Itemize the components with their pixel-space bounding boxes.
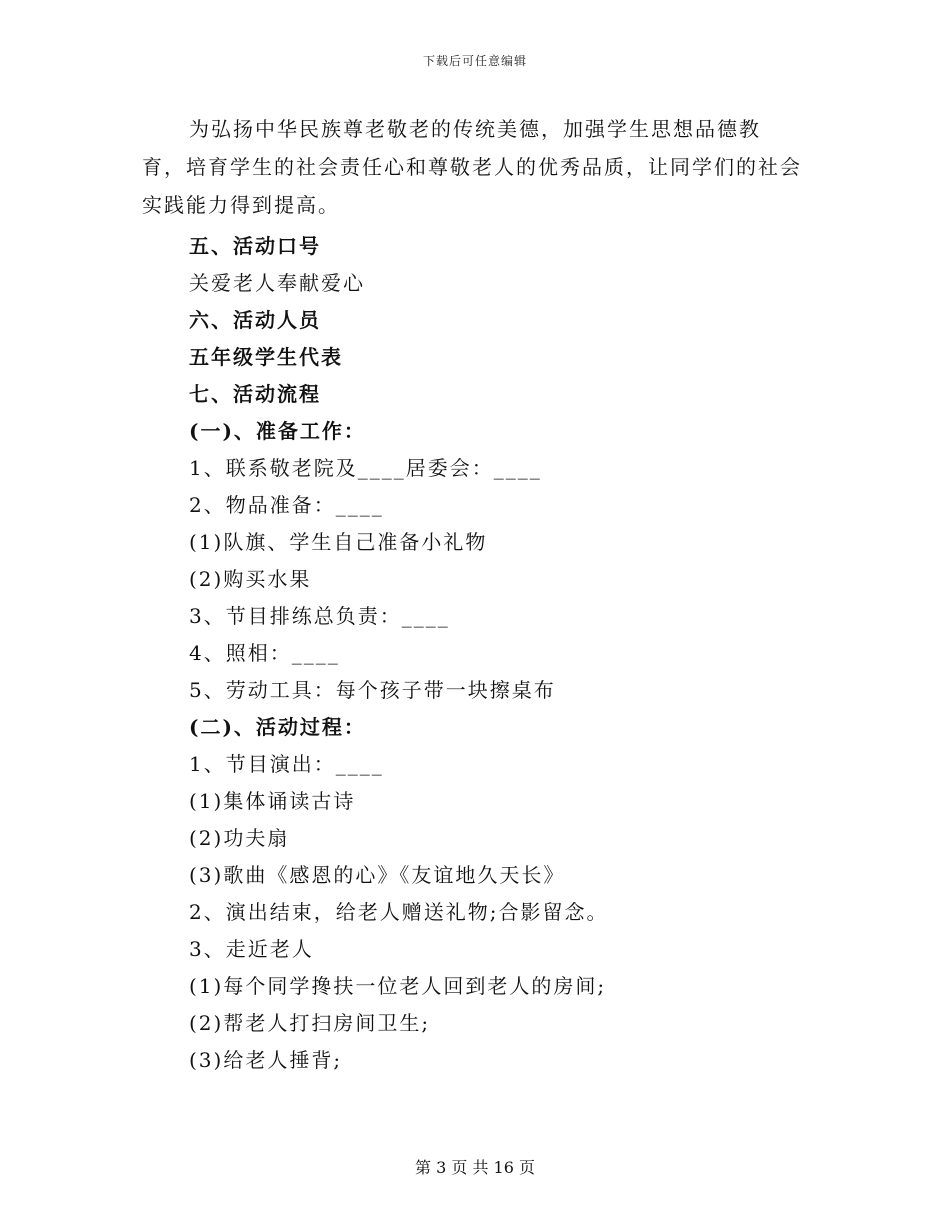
body-line: 2、演出结束，给老人赠送礼物;合影留念。 bbox=[189, 900, 609, 924]
section-heading: 七、活动流程 bbox=[189, 382, 321, 406]
body-line: 1、联系敬老院及____居委会：____ bbox=[189, 456, 542, 480]
body-line: (1)队旗、学生自己准备小礼物 bbox=[189, 530, 488, 554]
body-line: (3)给老人捶背; bbox=[189, 1048, 343, 1072]
section-heading: 五、活动口号 bbox=[189, 234, 321, 258]
body-line: 3、走近老人 bbox=[189, 937, 314, 961]
body-line: (1)每个同学搀扶一位老人回到老人的房间; bbox=[189, 974, 607, 998]
document-body bbox=[142, 110, 802, 1079]
body-line: 1、节目演出：____ bbox=[189, 752, 384, 776]
section-heading: 五年级学生代表 bbox=[189, 345, 343, 369]
body-line: (1)集体诵读古诗 bbox=[189, 789, 356, 813]
body-line: 3、节目排练总负责：____ bbox=[189, 604, 450, 628]
body-line: (2)帮老人打扫房间卫生; bbox=[189, 1011, 431, 1035]
body-line: (3)歌曲《感恩的心》《友谊地久天长》 bbox=[189, 863, 566, 887]
page-footer: 第 3 页 共 16 页 bbox=[415, 1158, 535, 1177]
body-line: (2)功夫扇 bbox=[189, 826, 290, 850]
body-line: 4、照相：____ bbox=[189, 641, 340, 665]
body-line: 2、物品准备：____ bbox=[189, 493, 384, 517]
section-heading: 六、活动人员 bbox=[189, 308, 321, 332]
document-lines bbox=[142, 228, 802, 1079]
body-line: 5、劳动工具：每个孩子带一块擦桌布 bbox=[189, 678, 556, 702]
body-line: (2)购买水果 bbox=[189, 567, 312, 591]
section-heading: (一)、准备工作： bbox=[189, 419, 366, 443]
intro-paragraph: 为弘扬中华民族尊老敬老的传统美德，加强学生思想品德教育，培育学生的社会责任心和尊敬老人的优秀品质，让同学们的社会实践能力得到提高。 bbox=[142, 117, 802, 217]
section-heading: (二)、活动过程： bbox=[189, 715, 366, 739]
page-header: 下载后可任意编辑 bbox=[422, 54, 527, 68]
body-line: 关爱老人奉献爱心 bbox=[189, 271, 365, 295]
